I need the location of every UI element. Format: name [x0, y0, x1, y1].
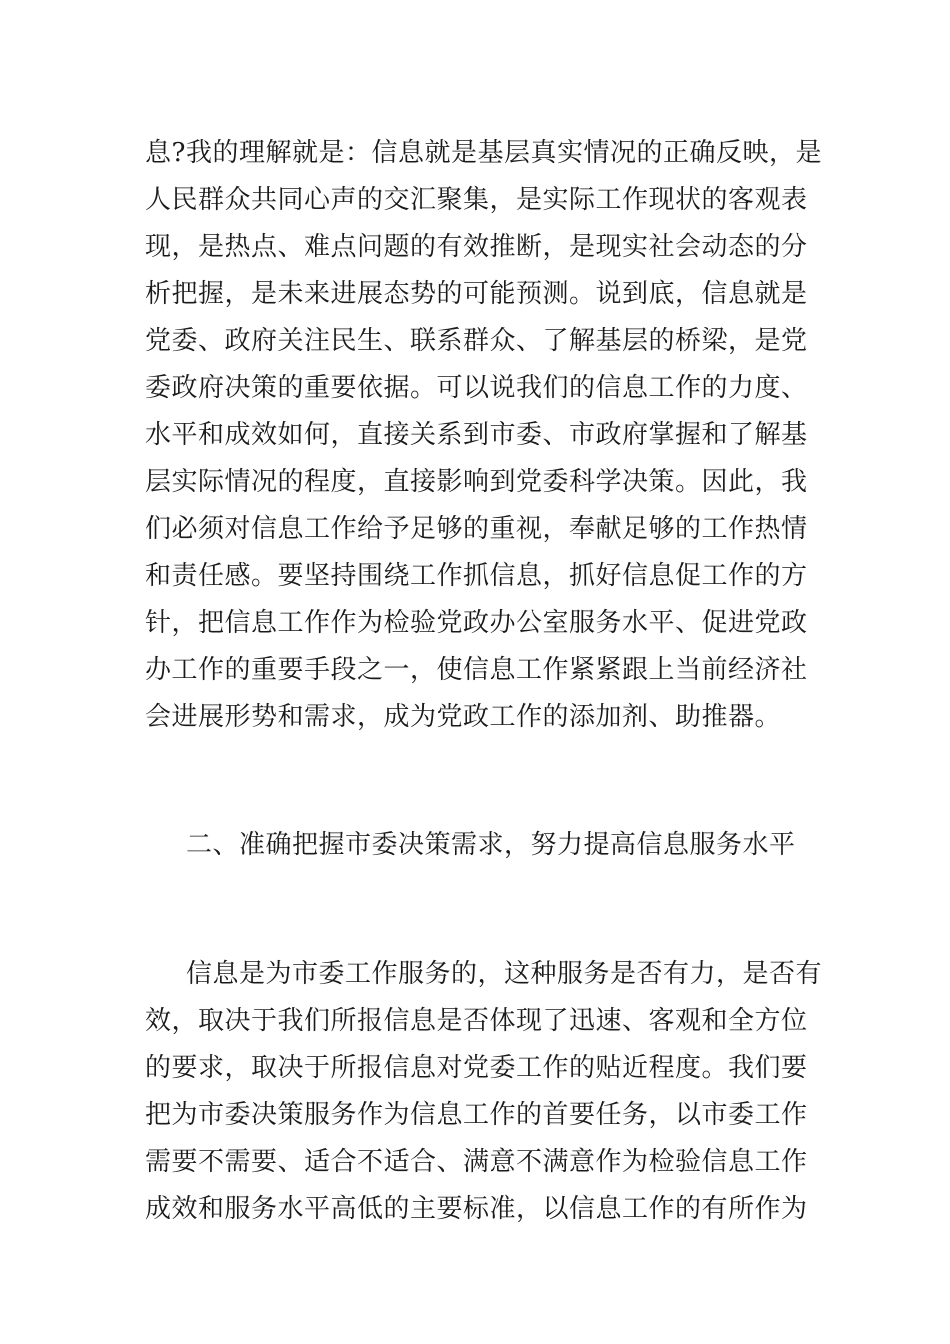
section-heading: 二、准确把握市委决策需求，努力提高信息服务水平 — [186, 830, 796, 860]
paragraph-2-line: 效，取决于我们所报信息是否体现了迅速、客观和全方位 — [145, 1006, 808, 1036]
paragraph-1-line: 层实际情况的程度，直接影响到党委科学决策。因此，我 — [145, 467, 808, 497]
paragraph-1-line: 会进展形势和需求，成为党政工作的添加剂、助推器。 — [145, 702, 782, 732]
paragraph-2-line: 需要不需要、适合不适合、满意不满意作为检验信息工作 — [145, 1147, 808, 1177]
paragraph-1-line: 针，把信息工作作为检验党政办公室服务水平、促进党政 — [145, 608, 808, 638]
paragraph-2-line: 成效和服务水平高低的主要标准，以信息工作的有所作为 — [145, 1194, 808, 1224]
paragraph-2-line: 的要求，取决于所报信息对党委工作的贴近程度。我们要 — [145, 1053, 808, 1083]
paragraph-1-line: 办工作的重要手段之一，使信息工作紧紧跟上当前经济社 — [145, 655, 808, 685]
paragraph-1-line: 现，是热点、难点问题的有效推断，是现实社会动态的分 — [145, 232, 808, 262]
paragraph-1-line: 析把握，是未来进展态势的可能预测。说到底，信息就是 — [145, 279, 808, 309]
paragraph-1-line: 人民群众共同心声的交汇聚集，是实际工作现状的客观表 — [145, 185, 808, 215]
paragraph-2-line: 信息是为市委工作服务的，这种服务是否有力，是否有 — [186, 959, 823, 989]
paragraph-1-line: 水平和成效如何，直接关系到市委、市政府掌握和了解基 — [145, 420, 808, 450]
paragraph-1-line: 委政府决策的重要依据。可以说我们的信息工作的力度、 — [145, 373, 808, 403]
paragraph-1-line: 息?我的理解就是：信息就是基层真实情况的正确反映，是 — [145, 138, 822, 168]
paragraph-1-line: 党委、政府关注民生、联系群众、了解基层的桥梁，是党 — [145, 326, 808, 356]
paragraph-1-line: 们必须对信息工作给予足够的重视，奉献足够的工作热情 — [145, 514, 808, 544]
paragraph-1-line: 和责任感。要坚持围绕工作抓信息，抓好信息促工作的方 — [145, 561, 808, 591]
paragraph-2-line: 把为市委决策服务作为信息工作的首要任务，以市委工作 — [145, 1100, 808, 1130]
